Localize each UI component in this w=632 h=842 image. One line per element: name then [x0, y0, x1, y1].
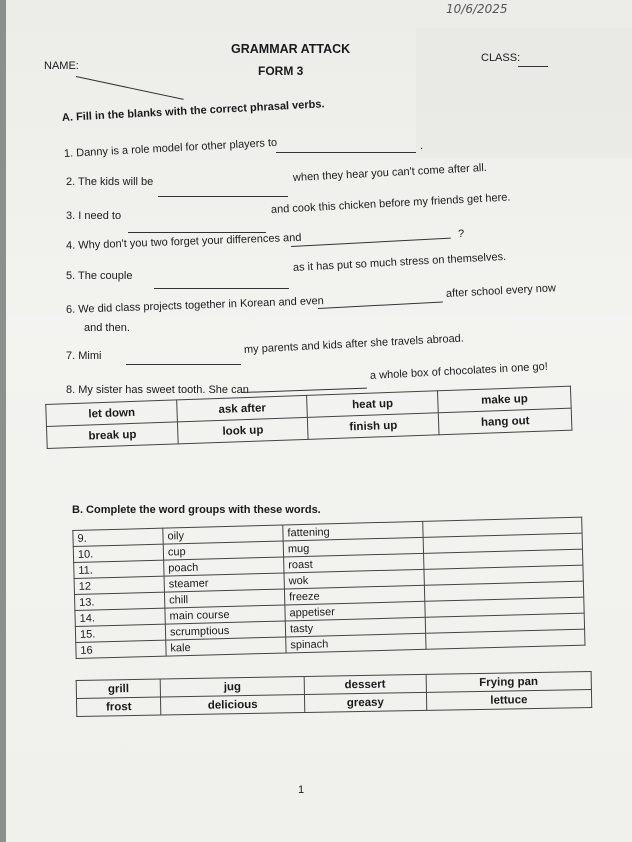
- row-number: 10.: [73, 544, 163, 562]
- answer-blank-4[interactable]: [291, 238, 451, 247]
- answer-blank-7[interactable]: [126, 364, 241, 365]
- page-number: 1: [298, 784, 305, 796]
- question-7-end: my parents and kids after she travels abroad.: [243, 332, 465, 356]
- table-cell: tasty: [285, 617, 425, 637]
- word-bank-item: finish up: [307, 413, 439, 440]
- table-cell: freeze: [284, 585, 424, 605]
- word-bank-item: look up: [178, 417, 309, 444]
- word-bank-item: jug: [160, 677, 304, 698]
- table-cell: mug: [283, 537, 423, 557]
- answer-blank-8[interactable]: [242, 388, 367, 393]
- table-cell: steamer: [164, 573, 284, 592]
- row-number: 12: [74, 576, 164, 594]
- answer-blank-5[interactable]: [154, 288, 289, 289]
- table-cell: kale: [166, 637, 286, 656]
- word-bank-item: let down: [46, 400, 178, 427]
- name-label: NAME:: [44, 60, 79, 72]
- table-cell: poach: [164, 557, 284, 576]
- word-bank-item: make up: [438, 386, 571, 413]
- worksheet-page: [6, 0, 632, 842]
- table-cell: cup: [163, 541, 283, 560]
- date-note: 10/6/2025: [446, 2, 508, 16]
- question-6: 6. We did class projects together in Korean and even: [65, 295, 324, 316]
- answer-cell[interactable]: [426, 629, 585, 649]
- word-bank-item: frost: [76, 697, 161, 716]
- question-1-end: .: [420, 140, 424, 152]
- question-7: 7. Mimi: [66, 350, 102, 362]
- word-bank-item: ask after: [177, 395, 308, 422]
- answer-blank-1[interactable]: [276, 152, 416, 153]
- table-cell: scrumptious: [165, 621, 285, 640]
- table-cell: main course: [165, 605, 285, 624]
- answer-blank-2[interactable]: [158, 196, 288, 197]
- table-cell: roast: [284, 553, 424, 573]
- question-5: 5. The couple: [66, 270, 133, 282]
- question-4-end: ?: [458, 228, 465, 240]
- word-bank-item: lettuce: [426, 690, 592, 711]
- word-bank-item: hang out: [439, 408, 572, 435]
- question-6-end: after school every now: [445, 282, 557, 300]
- class-line[interactable]: [518, 66, 548, 67]
- row-number: 9.: [73, 528, 163, 546]
- section-b-heading: B. Complete the word groups with these words.: [72, 504, 321, 516]
- word-groups-bank: [76, 671, 593, 717]
- form-label: FORM 3: [258, 64, 304, 78]
- row-number: 16: [76, 640, 166, 658]
- table-cell: fattening: [283, 521, 423, 541]
- word-groups-table: [72, 517, 585, 659]
- question-3-end: and cook this chicken before my friends get here.: [270, 191, 511, 216]
- table-cell: spinach: [286, 633, 426, 653]
- worksheet-title: GRAMMAR ATTACK: [231, 42, 351, 56]
- row-number: 14.: [75, 608, 165, 626]
- row-number: 13.: [74, 592, 164, 610]
- word-bank-item: delicious: [161, 695, 305, 716]
- question-3: 3. I need to: [66, 210, 122, 222]
- word-bank-item: dessert: [304, 674, 426, 694]
- question-8: 8. My sister has sweet tooth. She can: [66, 384, 249, 396]
- class-label: CLASS:: [481, 52, 521, 64]
- question-8-end: a whole box of chocolates in one go!: [369, 360, 549, 382]
- word-bank-item: Frying pan: [426, 672, 592, 693]
- table-cell: chill: [164, 589, 284, 608]
- paper-shadow: [416, 28, 632, 158]
- word-bank-item: heat up: [307, 391, 439, 418]
- section-a-heading: A. Fill in the blanks with the correct phrasal verbs.: [61, 98, 325, 124]
- row-number: 15.: [75, 624, 165, 642]
- question-5-end: as it has put so much stress on themselves.: [292, 250, 507, 274]
- table-cell: oily: [163, 525, 283, 544]
- table-cell: wok: [284, 569, 424, 589]
- table-cell: appetiser: [285, 601, 425, 621]
- question-6-continued: and then.: [84, 322, 130, 334]
- word-bank-item: break up: [46, 422, 178, 449]
- word-bank-item: greasy: [304, 692, 426, 712]
- question-2: 2. The kids will be: [66, 176, 154, 188]
- answer-blank-6[interactable]: [318, 301, 443, 309]
- question-1: 1. Danny is a role model for other players to: [63, 136, 278, 160]
- question-2-end: when they hear you can't come after all.: [292, 161, 488, 184]
- name-line[interactable]: [76, 76, 184, 100]
- row-number: 11.: [74, 560, 164, 578]
- question-4: 4. Why don't you two forget your differences and: [65, 231, 302, 252]
- word-bank-item: grill: [76, 679, 161, 698]
